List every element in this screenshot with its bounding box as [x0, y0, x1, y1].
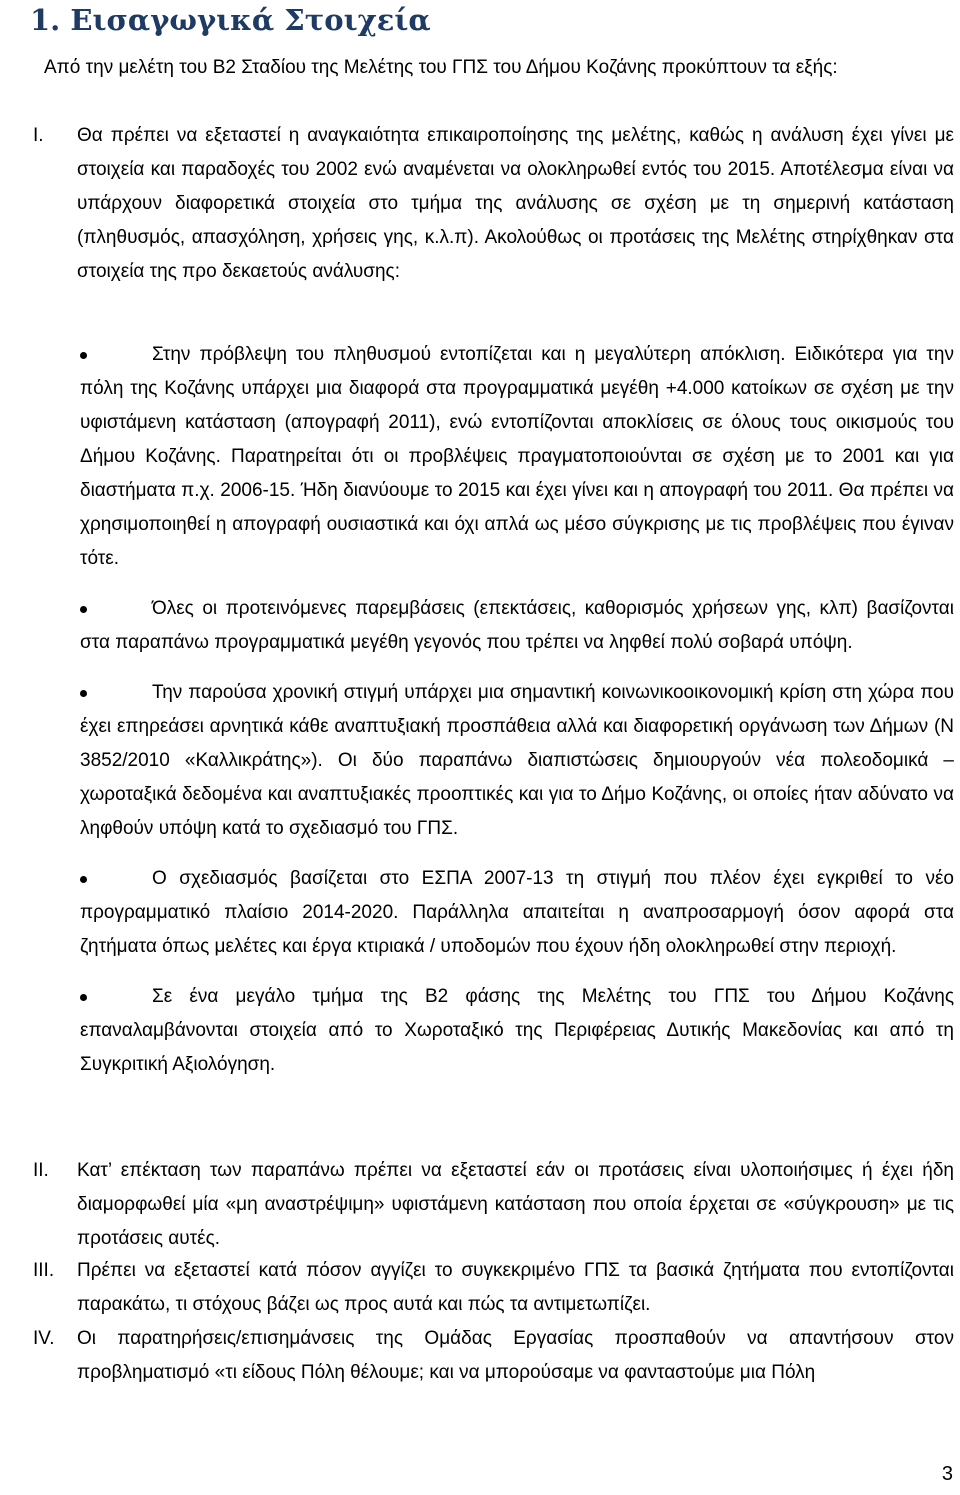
bullet-item-3 — [0, 676, 954, 846]
bullet-dot-icon — [80, 876, 87, 883]
item-2-text: Κατ’ επέκταση των παραπάνω πρέπει να εξεταστεί εάν οι προτάσεις είναι υλοποιήσιμες ή έχει ήδη διαμορφωθεί μία «μη αναστρέψιμη» υφιστάμενη κατάσταση που οποία έρχεται σε «σύγκρουση» με τις προτάσεις αυτές. — [77, 1160, 954, 1249]
item-4-paragraph — [0, 1322, 954, 1390]
item-1-number: I. — [33, 125, 44, 146]
list-item-2 — [0, 1154, 954, 1256]
item-1-paragraph — [0, 119, 954, 289]
item-3-number: III. — [33, 1260, 55, 1281]
list-item-1 — [0, 119, 954, 289]
bullet-text: Την παρούσα χρονική στιγμή υπάρχει μια σημαντική κοινωνικοοικονομική κρίση στη χώρα που έχει επηρεάσει αρνητικά κάθε αναπτυξιακή προσπάθεια αλλά και διαφορετική οργάνωση των Δήμων (Ν 3852/2010 «Καλλικράτης»). Οι δύο παραπάνω διαπιστώσεις δημιουργούν νέα πολεοδομικά – χωροταξικά δεδομένα και αναπτυξιακές προοπτικές και για το Δήμο Κοζάνης, οι οποίες ήταν αδύνατο να ληφθούν υπόψη κατά το σχεδιασμό του ΓΠΣ. — [80, 682, 954, 839]
section-heading: 1. Εισαγωγικά Στοιχεία — [30, 3, 431, 37]
bullet-dot-icon — [80, 352, 87, 359]
bullet-text: Όλες οι προτεινόμενες παρεμβάσεις (επεκτάσεις, καθορισμός χρήσεων γης, κλπ) βασίζονται στα παραπάνω προγραμματικά μεγέθη γεγονός που τρέπει να ληφθεί πολύ σοβαρά υπόψη. — [80, 598, 954, 653]
bullet-list — [0, 338, 954, 1098]
item-3-paragraph — [0, 1254, 954, 1322]
bullet-dot-icon — [80, 994, 87, 1001]
bullet-text: Σε ένα μεγάλο τμήμα της Β2 φάσης της Μελέτης του ΓΠΣ του Δήμου Κοζάνης επαναλαμβάνονται στοιχεία από το Χωροταξικό της Περιφέρειας Δυτικής Μακεδονίας και από τη Συγκριτική Αξιολόγηση. — [80, 986, 954, 1075]
item-4-number: IV. — [33, 1328, 55, 1349]
page-number: 3 — [941, 1463, 953, 1485]
item-1-text: Θα πρέπει να εξεταστεί η αναγκαιότητα επικαιροποίησης της μελέτης, καθώς η ανάλυση έχει γίνει με στοιχεία και παραδοχές του 2002 ενώ αναμένεται να ολοκληρωθεί εντός του 2015. Αποτέλεσμα είναι να υπάρχουν διαφορετικά στοιχεία στο τμήμα της ανάλυσης σε σχέση με τη σημερινή κατάσταση (πληθυσμός, απασχόληση, χρήσεις γης, κ.λ.π). Ακολούθως οι προτάσεις της Μελέτης στηρίχθηκαν στα στοιχεία της προ δεκαετούς ανάλυσης: — [77, 125, 954, 282]
bullet-item-5 — [0, 980, 954, 1082]
item-2-paragraph — [0, 1154, 954, 1256]
list-item-4 — [0, 1322, 954, 1390]
intro-paragraph — [0, 51, 954, 85]
bullet-text: Ο σχεδιασμός βασίζεται στο ΕΣΠΑ 2007-13 τη στιγμή που πλέον έχει εγκριθεί το νέο προγραμματικό πλαίσιο 2014-2020. Παράλληλα απαιτείται η αναπροσαρμογή όσον αφορά στα ζητήματα όπως μελέτες και έργα κτιριακά / υποδομών που έχουν ήδη ολοκληρωθεί στην περιοχή. — [80, 868, 954, 957]
bullet-item-2 — [0, 592, 954, 660]
item-4-text: Οι παρατηρήσεις/επισημάνσεις της Ομάδας Εργασίας προσπαθούν να απαντήσουν στον προβληματισμό «τι είδους Πόλη θέλουμε; και να μπορούσαμε να φανταστούμε μια Πόλη — [77, 1328, 954, 1383]
item-2-number: II. — [33, 1160, 49, 1181]
list-item-3 — [0, 1254, 954, 1322]
bullet-text: Στην πρόβλεψη του πληθυσμού εντοπίζεται και η μεγαλύτερη απόκλιση. Ειδικότερα για την πόλη της Κοζάνης υπάρχει μια διαφορά στα προγραμματικά μεγέθη +4.000 κατοίκων σε σχέση με την υφιστάμενη κατάσταση (απογραφή 2011), ενώ εντοπίζονται αποκλίσεις σε όλους τους οικισμούς του Δήμου Κοζάνης. Παρατηρείται ότι οι προβλέψεις πραγματοποιούνται σε σχέση με το 2001 και για διαστήματα π.χ. 2006-15. Ήδη διανύουμε το 2015 και έχει γίνει και η απογραφή του 2011. Θα πρέπει να χρησιμοποιηθεί η απογραφή ουσιαστικά και όχι απλά ως μέσο σύγκρισης με τις προβλέψεις που έγιναν τότε. — [80, 344, 954, 569]
item-3-text: Πρέπει να εξεταστεί κατά πόσον αγγίζει το συγκεκριμένο ΓΠΣ τα βασικά ζητήματα που εντοπίζονται παρακάτω, τι στόχους βάζει ως προς αυτά και πώς τα αντιμετωπίζει. — [77, 1260, 954, 1315]
bullet-item-4 — [0, 862, 954, 964]
bullet-item-1 — [0, 338, 954, 576]
bullet-dot-icon — [80, 606, 87, 613]
bullet-dot-icon — [80, 690, 87, 697]
intro-text: Από την μελέτη του Β2 Σταδίου της Μελέτης του ΓΠΣ του Δήμου Κοζάνης προκύπτουν τα εξής: — [44, 57, 838, 78]
